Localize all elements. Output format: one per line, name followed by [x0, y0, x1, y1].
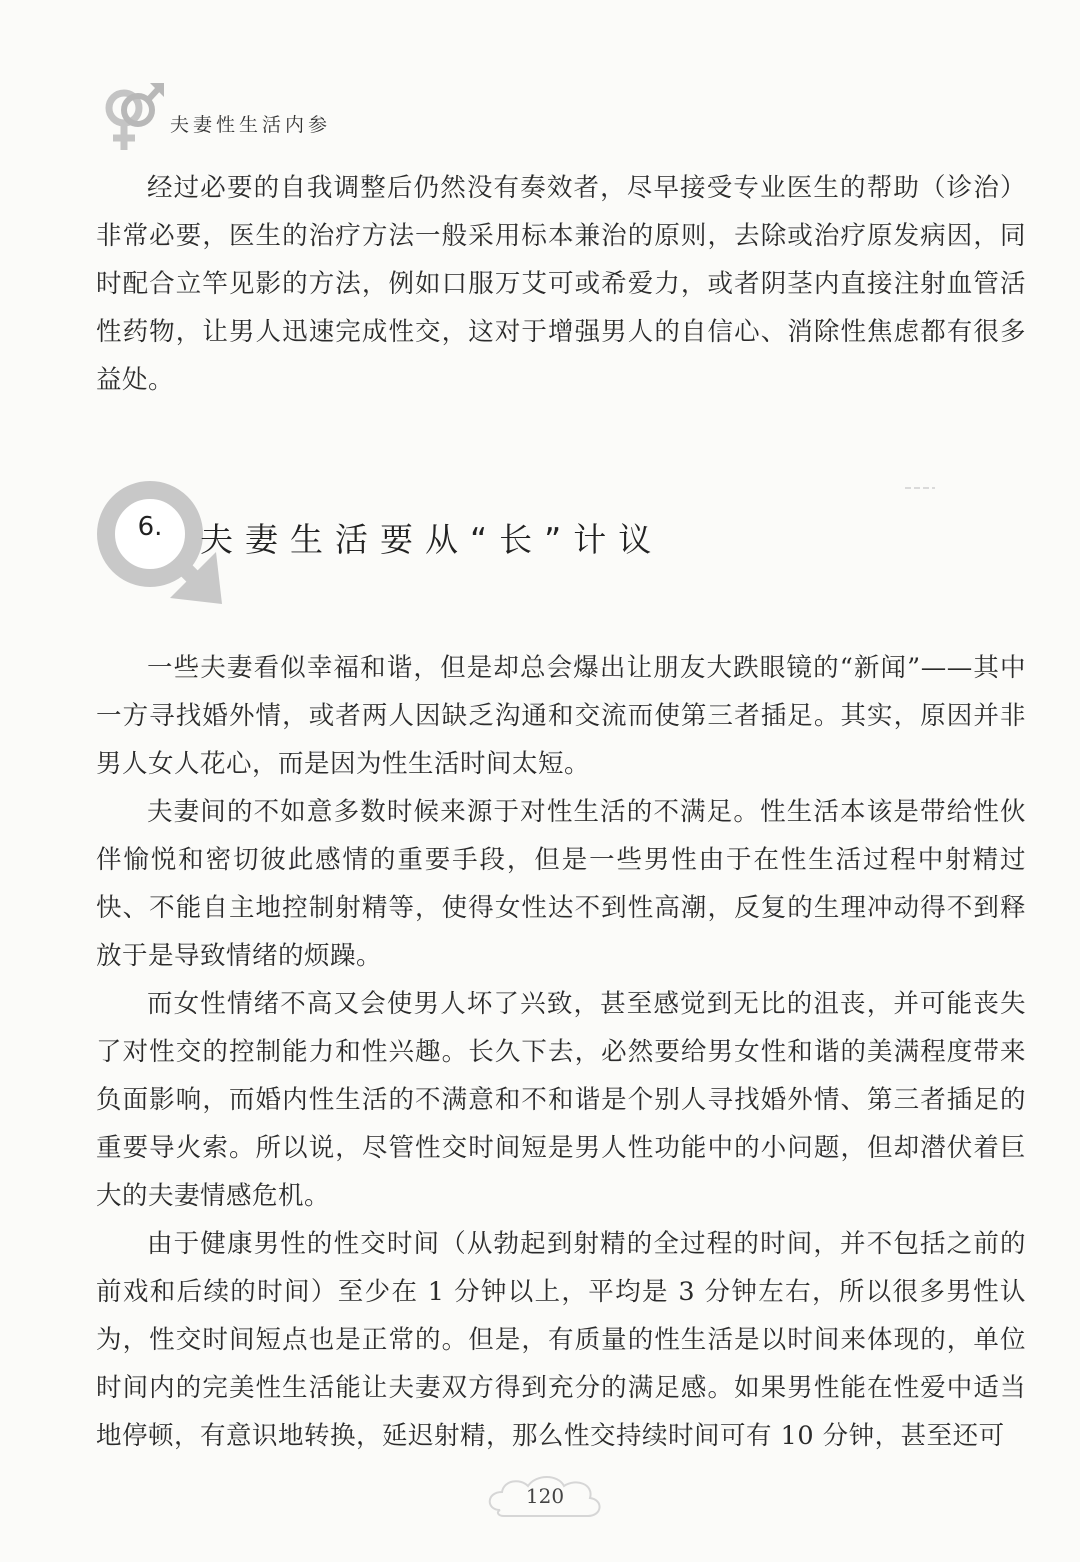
page-footer — [480, 1470, 610, 1526]
body-paragraph-2: 夫妻间的不如意多数时候来源于对性生活的不满足。性生活本该是带给性伙伴愉悦和密切彼此感情的重要手段，但是一些男性由于在性生活过程中射精过快、不能自主地控制射精等，使得女性达不到性高潮，反复的生理冲动得不到释放于是导致情绪的烦躁。 — [96, 797, 1026, 971]
section-number: 6. — [137, 512, 163, 542]
intro-paragraph: 经过必要的自我调整后仍然没有奏效者，尽早接受专业医生的帮助（诊治）非常必要，医生的治疗方法一般采用标本兼治的原则，去除或治疗原发病因，同时配合立竿见影的方法，例如口服万艾可或希爱力，或者阴茎内直接注射血管活性药物，让男人迅速完成性交，这对于增强男人的自信心、消除性焦虑都有很多益处。 — [96, 173, 1026, 395]
scan-speck — [905, 486, 935, 490]
body-paragraph-1: 一些夫妻看似幸福和谐，但是却总会爆出让朋友大跌眼镜的“新闻”——其中一方寻找婚外情，或者两人因缺乏沟通和交流而使第三者插足。其实，原因并非男人女人花心，而是因为性生活时间太短。 — [96, 653, 1026, 779]
section-heading — [96, 476, 796, 616]
body-paragraph-4: 由于健康男性的性交时间（从勃起到射精的全过程的时间，并不包括之前的前戏和后续的时间）至少在 1 分钟以上，平均是 3 分钟左右，所以很多男性认为，性交时间短点也是正常的。但是，有质量的性生活是以时间来体现的，单位时间内的完美性生活能让夫妻双方得到充分的满足感。如果男性能在性爱中适当地停顿，有意识地转换，延迟射精，那么性交持续时间可有 10 分钟，甚至还可 — [96, 1229, 1026, 1451]
gender-symbols-icon — [100, 78, 170, 156]
running-header — [100, 78, 520, 158]
section-title: 夫妻生活要从“长”计议 — [200, 520, 664, 559]
body-paragraph-3: 而女性情绪不高又会使男人坏了兴致，甚至感觉到无比的沮丧，并可能丧失了对性交的控制能力和性兴趣。长久下去，必然要给男女性和谐的美满程度带来负面影响，而婚内性生活的不满意和不和谐是个别人寻找婚外情、第三者插足的重要导火索。所以说，尽管性交时间短是男人性功能中的小问题，但却潜伏着巨大的夫妻情感危机。 — [96, 989, 1026, 1211]
page-number: 120 — [525, 1484, 565, 1508]
running-header-title: 夫妻性生活内参 — [170, 114, 332, 136]
